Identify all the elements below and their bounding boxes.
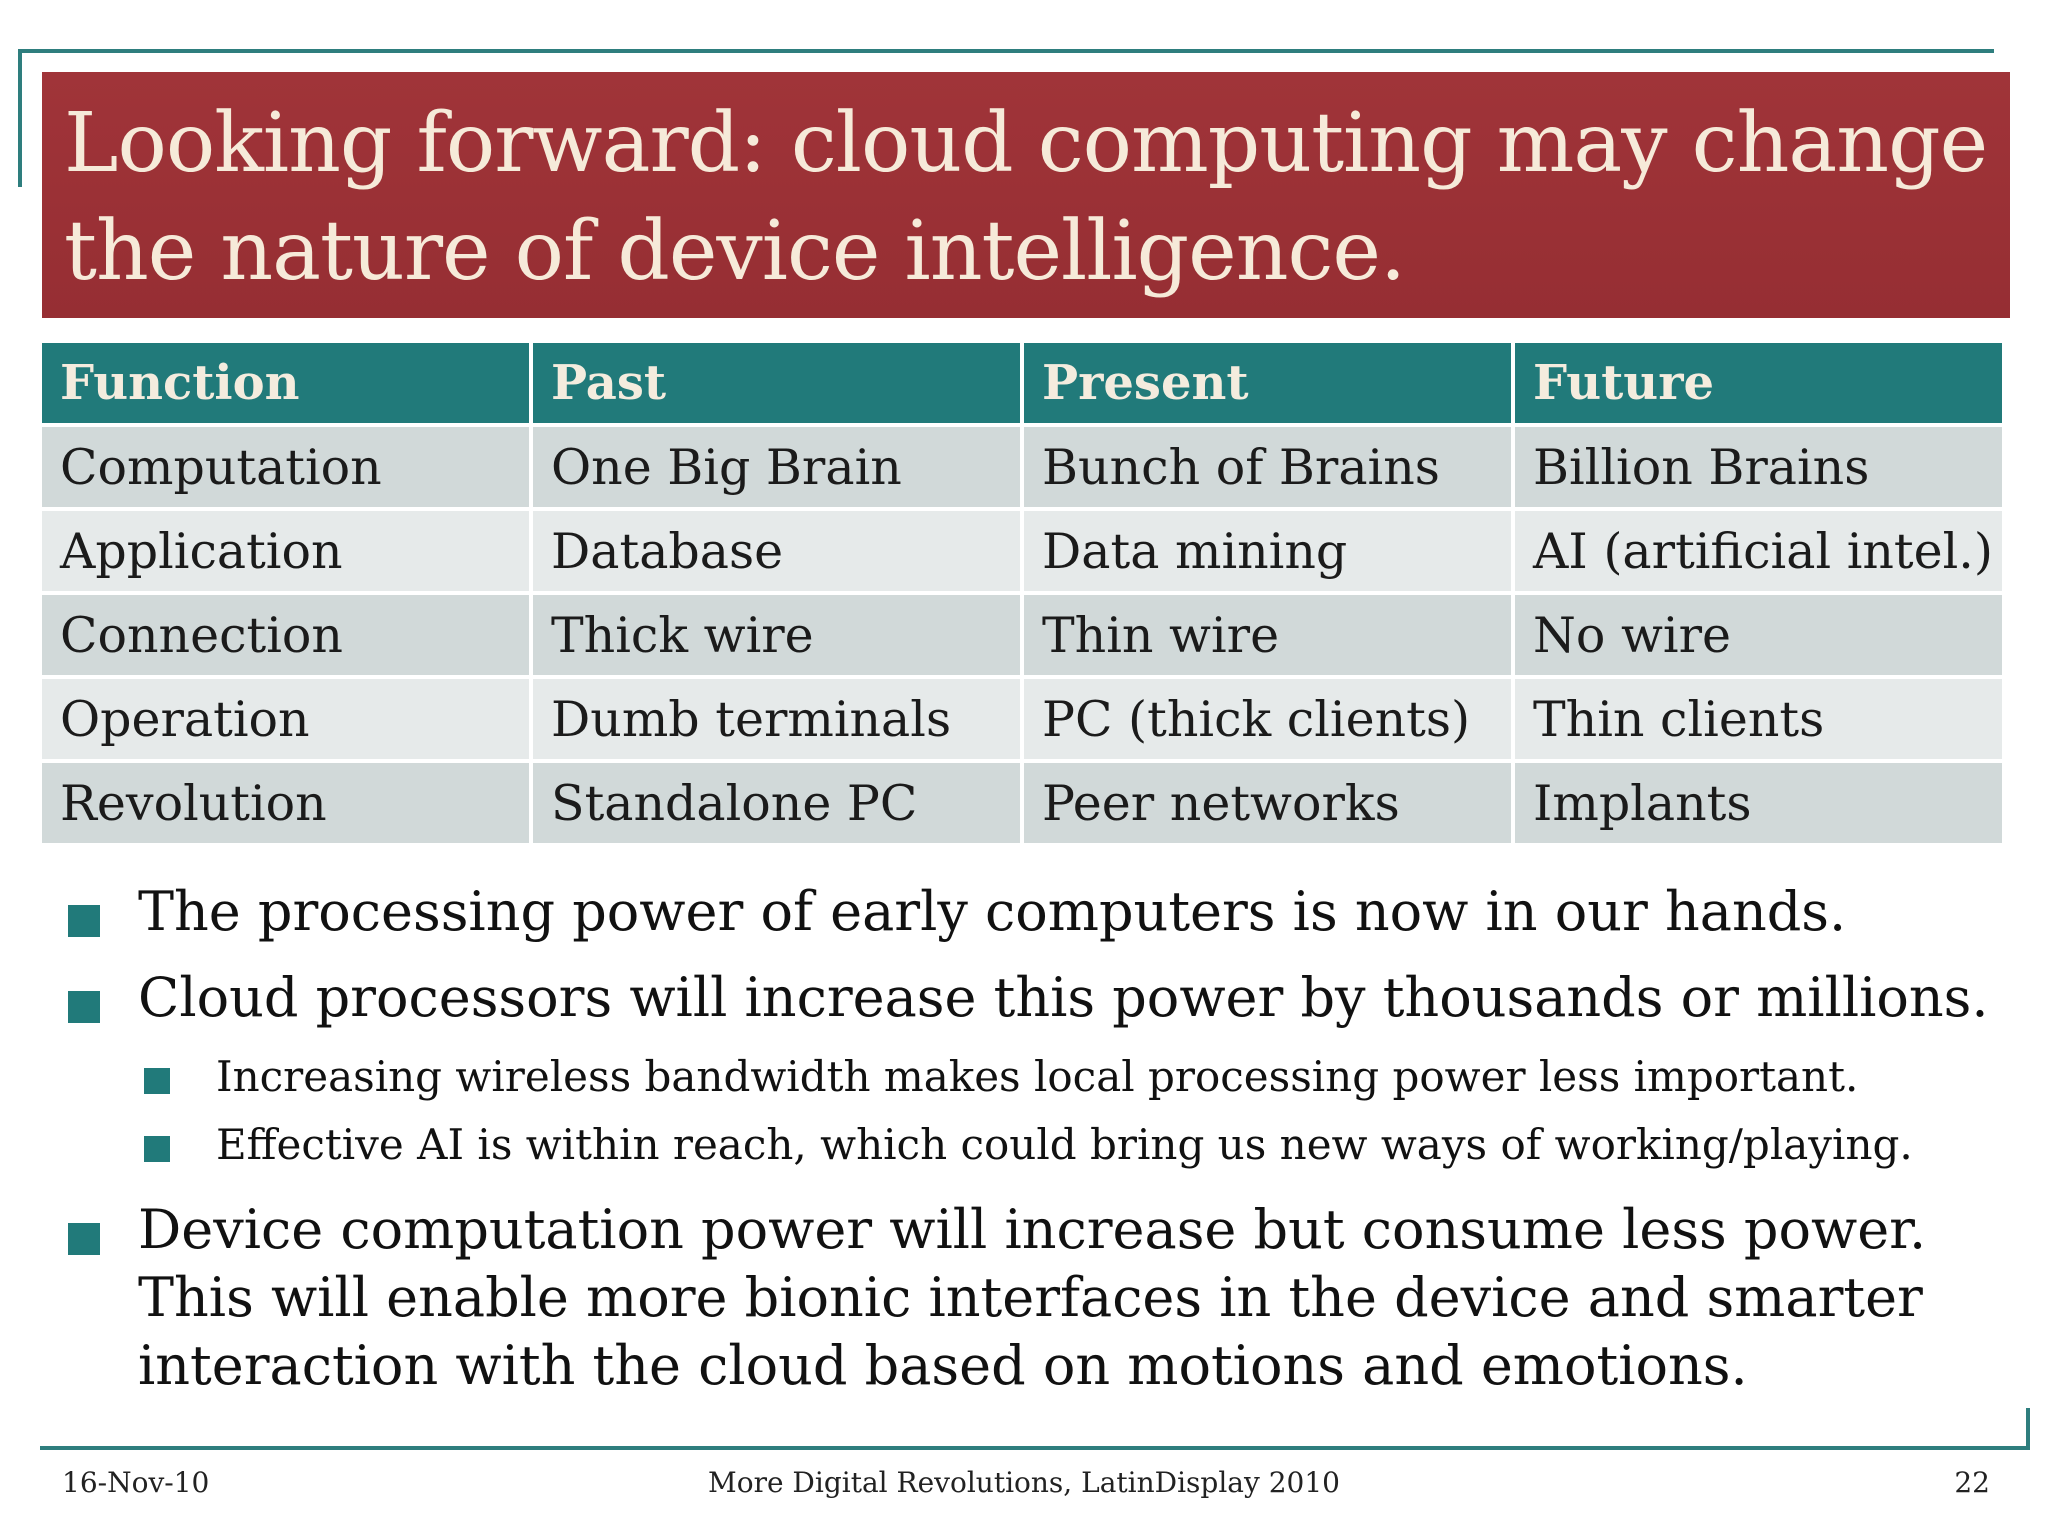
- sub-bullet-text: Increasing wireless bandwidth makes local processing power less important.: [216, 1052, 1859, 1101]
- bullet-text: Cloud processors will increase this power by thousands or millions.: [138, 966, 1989, 1029]
- table-row: [42, 595, 2002, 675]
- bullet-item: [62, 878, 2002, 946]
- table-cell: Thin wire: [1024, 595, 1511, 675]
- header-future: Future: [1515, 343, 2002, 423]
- footer-date: 16-Nov-10: [62, 1466, 210, 1499]
- table-header-row: [42, 343, 2002, 423]
- table-cell: PC (thick clients): [1024, 679, 1511, 759]
- header-function: Function: [42, 343, 529, 423]
- frame-left-line: [18, 49, 22, 187]
- table-row: [42, 763, 2002, 843]
- table-cell: One Big Brain: [533, 427, 1020, 507]
- sub-bullet-item: [62, 1118, 2002, 1172]
- table-cell: No wire: [1515, 595, 2002, 675]
- table-row: [42, 427, 2002, 507]
- table-row: [42, 679, 2002, 759]
- header-past: Past: [533, 343, 1020, 423]
- table-cell: Revolution: [42, 763, 529, 843]
- table-cell: Application: [42, 511, 529, 591]
- frame-top-line: [18, 49, 1994, 53]
- bullet-text: Device computation power will increase but consume less power. This will enable more bionic interfaces in the device and smarter interaction with the cloud based on motions and emotions.: [138, 1198, 1927, 1397]
- bullet-item: [62, 964, 2002, 1032]
- table-cell: Implants: [1515, 763, 2002, 843]
- table-cell: Connection: [42, 595, 529, 675]
- table-cell: Peer networks: [1024, 763, 1511, 843]
- comparison-table: [38, 339, 2006, 847]
- square-bullet-icon: [68, 1223, 100, 1255]
- table-cell: AI (artificial intel.): [1515, 511, 2002, 591]
- bullet-text: The processing power of early computers is now in our hands.: [138, 880, 1847, 943]
- table-cell: Standalone PC: [533, 763, 1020, 843]
- table-row: [42, 511, 2002, 591]
- frame-right-line: [2026, 1408, 2030, 1450]
- square-bullet-icon: [68, 905, 100, 937]
- frame-bottom-line: [40, 1446, 2030, 1450]
- table-cell: Computation: [42, 427, 529, 507]
- bullet-item: [62, 1196, 2002, 1400]
- table-cell: Thin clients: [1515, 679, 2002, 759]
- square-bullet-icon: [144, 1068, 170, 1094]
- footer-title: More Digital Revolutions, LatinDisplay 2010: [708, 1466, 1340, 1499]
- header-present: Present: [1024, 343, 1511, 423]
- table-cell: Bunch of Brains: [1024, 427, 1511, 507]
- bullet-list: [62, 878, 2002, 1418]
- square-bullet-icon: [144, 1136, 170, 1162]
- page-number: 22: [1954, 1466, 1990, 1499]
- sub-bullet-item: [62, 1050, 2002, 1104]
- table-cell: Billion Brains: [1515, 427, 2002, 507]
- table-cell: Database: [533, 511, 1020, 591]
- table-cell: Operation: [42, 679, 529, 759]
- sub-bullet-text: Effective AI is within reach, which could bring us new ways of working/playing.: [216, 1120, 1913, 1169]
- slide-title: Looking forward: cloud computing may change the nature of device intelligence.: [64, 96, 1988, 299]
- table-cell: Thick wire: [533, 595, 1020, 675]
- table-cell: Dumb terminals: [533, 679, 1020, 759]
- table-cell: Data mining: [1024, 511, 1511, 591]
- title-banner: [42, 72, 2010, 318]
- square-bullet-icon: [68, 991, 100, 1023]
